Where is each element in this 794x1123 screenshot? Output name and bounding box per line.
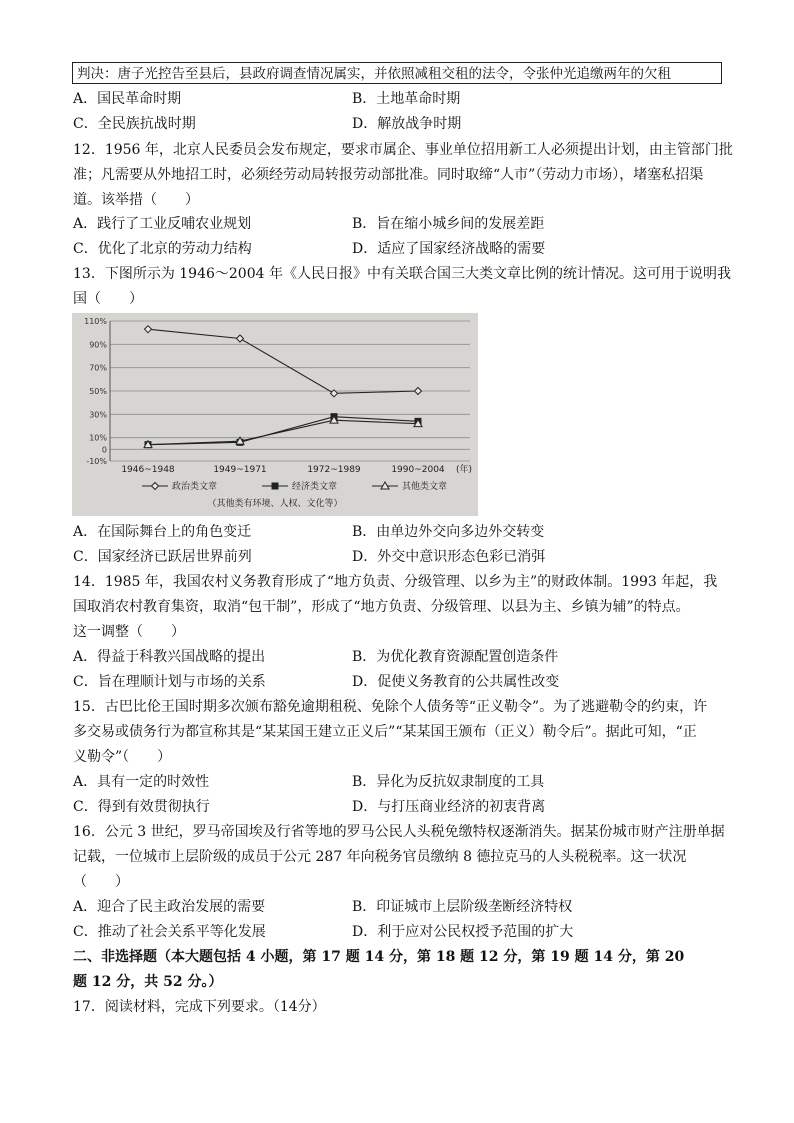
x-category-label: 1990~2004: [391, 465, 445, 475]
data-point-diamond: [145, 326, 152, 333]
line-chart: [72, 313, 478, 516]
q11-option-a[interactable]: A．国民革命时期: [73, 91, 182, 107]
y-tick-label: 10%: [89, 433, 107, 443]
x-axis-unit: (年): [455, 465, 473, 475]
judgment-box: 判决：唐子光控告至县后，县政府调查情况属实，并依照减租交租的法令，令张仲光追缴两年的欠租: [72, 62, 722, 84]
q11-option-c[interactable]: C．全民族抗战时期: [73, 116, 196, 132]
q13-stem-line1: 13．下图所示为 1946～2004 年《人民日报》中有关联合国三大类文章比例的统计情况。这可用于说明我: [73, 266, 731, 282]
q13-option-b[interactable]: B．由单边外交向多边外交转变: [352, 524, 545, 540]
q16-stem-line1: 16．公元 3 世纪，罗马帝国埃及行省等地的罗马公民人头税免缴特权逐渐消失。据某份城市财产注册单据: [73, 824, 725, 840]
q16-option-c[interactable]: C．推动了社会关系平等化发展: [73, 924, 266, 940]
series-line-square: [148, 417, 418, 445]
q12-stem-line1: 12．1956 年，北京人民委员会发布规定，要求市属企、事业单位招用新工人必须提出计划，由主管部门批: [73, 142, 733, 158]
q12-stem-line2: 准；凡需要从外地招工时，必须经劳动局转报劳动部批准。同时取缔“人市”（劳动力市场），堵塞私招渠: [73, 167, 704, 183]
y-tick-label: 50%: [89, 387, 107, 396]
q12-option-a[interactable]: A．践行了工业反哺农业规划: [73, 216, 252, 232]
data-point-diamond: [237, 335, 244, 342]
q11-option-b[interactable]: B．土地革命时期: [352, 91, 461, 107]
q15-option-a[interactable]: A．具有一定的时效性: [73, 774, 210, 790]
x-category-label: 1949~1971: [213, 465, 267, 475]
q14-option-a[interactable]: A．得益于科教兴国战略的提出: [73, 649, 266, 665]
q17-stem-line1: 17．阅读材料，完成下列要求。（14分）: [73, 999, 326, 1015]
q15-stem-line3: 义勒令”（ ）: [73, 749, 172, 765]
series-line-diamond: [148, 329, 418, 393]
q13-option-d[interactable]: D．外交中意识形态色彩已消弭: [352, 549, 546, 565]
legend-label: 经济类文章: [292, 482, 338, 492]
legend-marker-diamond: [152, 483, 159, 490]
q16-stem-line2: 记载，一位城市上层阶级的成员于公元 287 年向税务官员缴纳 8 德拉克马的人头税税率。这一状况: [73, 849, 687, 865]
series-line-triangle: [148, 420, 418, 445]
q15-stem-line1: 15．古巴比伦王国时期多次颁布豁免逾期租税、免除个人债务等“正义勒令”。为了逃避勒令的约束，许: [73, 699, 708, 715]
x-category-label: 1946~1948: [121, 465, 175, 475]
x-category-label: 1972~1989: [307, 465, 361, 475]
q14-option-d[interactable]: D．促使义务教育的公共属性改变: [352, 674, 560, 690]
q14-stem-line1: 14．1985 年，我国农村义务教育形成了“地方负责、分级管理、以乡为主”的财政体制。1993 年起，我: [73, 574, 718, 590]
y-tick-label: 30%: [89, 410, 107, 420]
q13-option-a[interactable]: A．在国际舞台上的角色变迁: [73, 524, 252, 540]
q12-stem-line3: 道。该举措（ ）: [73, 192, 199, 208]
q14-option-c[interactable]: C．旨在理顺计划与市场的关系: [73, 674, 266, 690]
q15-option-b[interactable]: B．异化为反抗奴隶制度的工具: [352, 774, 545, 790]
q13-option-c[interactable]: C．国家经济已跃居世界前列: [73, 549, 252, 565]
q14-stem-line3: 这一调整（ ）: [73, 624, 185, 640]
data-point-diamond: [415, 388, 422, 395]
q16-option-d[interactable]: D．利于应对公民权授予范围的扩大: [352, 924, 574, 940]
q13-chart: [72, 313, 478, 516]
y-tick-label: 70%: [89, 363, 107, 373]
q14-option-b[interactable]: B．为优化教育资源配置创造条件: [352, 649, 559, 665]
q13-stem-line2: 国（ ）: [73, 291, 143, 307]
q14-stem-line2: 国取消农村教育集资，取消“包干制”，形成了“地方负责、分级管理、以县为主、乡镇为辅”的特点。: [73, 599, 690, 615]
q12-option-b[interactable]: B．旨在缩小城乡间的发展差距: [352, 216, 545, 232]
legend-marker-square: [272, 483, 278, 489]
y-tick-label: -10%: [86, 457, 107, 466]
y-tick-label: 110%: [84, 317, 107, 326]
y-tick-label: 90%: [89, 340, 107, 350]
q12-option-c[interactable]: C．优化了北京的劳动力结构: [73, 241, 252, 257]
q15-stem-line2: 多交易或债务行为都宣称其是“某某国王建立正义后”“某某国王颁布（正义）勒令后”。据此可知，“正: [73, 724, 697, 740]
section2-heading-line1: 二、非选择题（本大题包括 4 小题，第 17 题 14 分，第 18 题 12 分，第 19 题 14 分，第 20: [73, 949, 685, 965]
legend-label: 其他类文章: [402, 482, 448, 492]
q16-stem-line3: （ ）: [73, 874, 129, 890]
section2-heading-line2: 题 12 分，共 52 分。）: [73, 974, 223, 990]
chart-note: （其他类有环境、人权、文化等）: [207, 499, 343, 509]
q11-option-d[interactable]: D．解放战争时期: [352, 116, 462, 132]
q15-option-c[interactable]: C．得到有效贯彻执行: [73, 799, 210, 815]
y-tick-label: 0: [101, 445, 107, 455]
legend-label: 政治类文章: [172, 482, 218, 492]
q12-option-d[interactable]: D．适应了国家经济战略的需要: [352, 241, 546, 257]
q15-option-d[interactable]: D．与打压商业经济的初衷背离: [352, 799, 546, 815]
q16-option-b[interactable]: B．印证城市上层阶级垄断经济特权: [352, 899, 573, 915]
q16-option-a[interactable]: A．迎合了民主政治发展的需要: [73, 899, 266, 915]
